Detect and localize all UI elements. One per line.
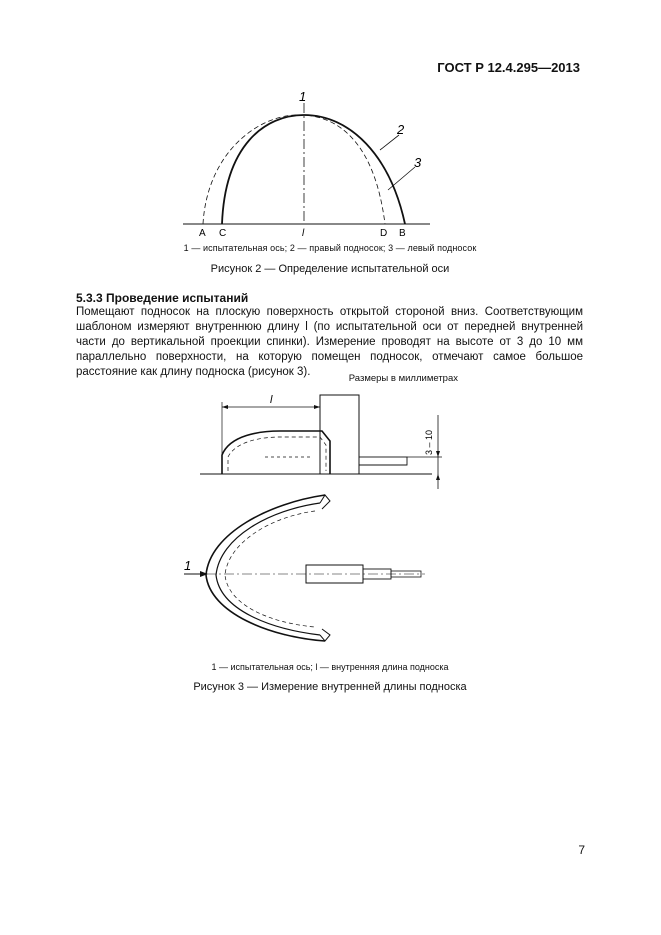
label-3: 3: [414, 155, 422, 170]
label-D: D: [380, 228, 388, 237]
figure-3-caption: Рисунок 3 — Измерение внутренней длины подноска: [193, 681, 467, 693]
left-toecap-outline: [203, 115, 385, 224]
label-A: A: [199, 228, 206, 237]
template-rod: [359, 457, 407, 465]
page-number: 7: [578, 843, 585, 857]
label-C: C: [219, 228, 227, 237]
label-axis-1: 1: [184, 558, 192, 573]
leader-2: [380, 135, 399, 150]
figure-2-caption: Рисунок 2 — Определение испытательной оси: [210, 263, 450, 275]
label-l: l: [302, 228, 305, 237]
toecap-side-outer: [222, 431, 330, 474]
figure-2-legend: 1 — испытательная ось; 2 — правый подносок; 3 — левый подносок: [183, 243, 477, 253]
toecap-side-inner: [228, 437, 326, 471]
label-B: B: [399, 228, 406, 237]
template-block: [320, 395, 359, 474]
right-toecap-outline: [222, 115, 405, 224]
dimensions-note: Размеры в миллиметрах: [348, 373, 458, 384]
label-1: 1: [299, 89, 307, 104]
label-l-dimension: l: [270, 394, 273, 406]
leader-3: [388, 167, 415, 190]
document-header: ГОСТ Р 12.4.295—2013: [437, 60, 580, 75]
toecap-plan-outer: [206, 495, 325, 641]
figure-3-drawing: [170, 385, 480, 660]
figure-2-drawing: [175, 85, 445, 237]
figure-3-legend: 1 — испытательная ось; l — внутренняя длина подноска: [211, 662, 449, 672]
toecap-plan-inner-wall: [216, 503, 320, 635]
section-heading: 5.3.3 Проведение испытаний: [76, 291, 249, 305]
section-paragraph: Помещают подносок на плоскую поверхность открытой стороной вниз. Соответствующим шаблоном измеряют внутреннюю длину l (по испытательной оси от передней внутренней части до вертикальной проекции спинки). Измерение проводят на высоте от 3 до 10 мм параллельно поверхности, на которую помещен подносок, отмечают самое большое расстояние как длину подноска (рисунок 3).: [76, 306, 583, 378]
label-height-range: 3 – 10: [424, 429, 434, 455]
label-2: 2: [397, 122, 405, 137]
